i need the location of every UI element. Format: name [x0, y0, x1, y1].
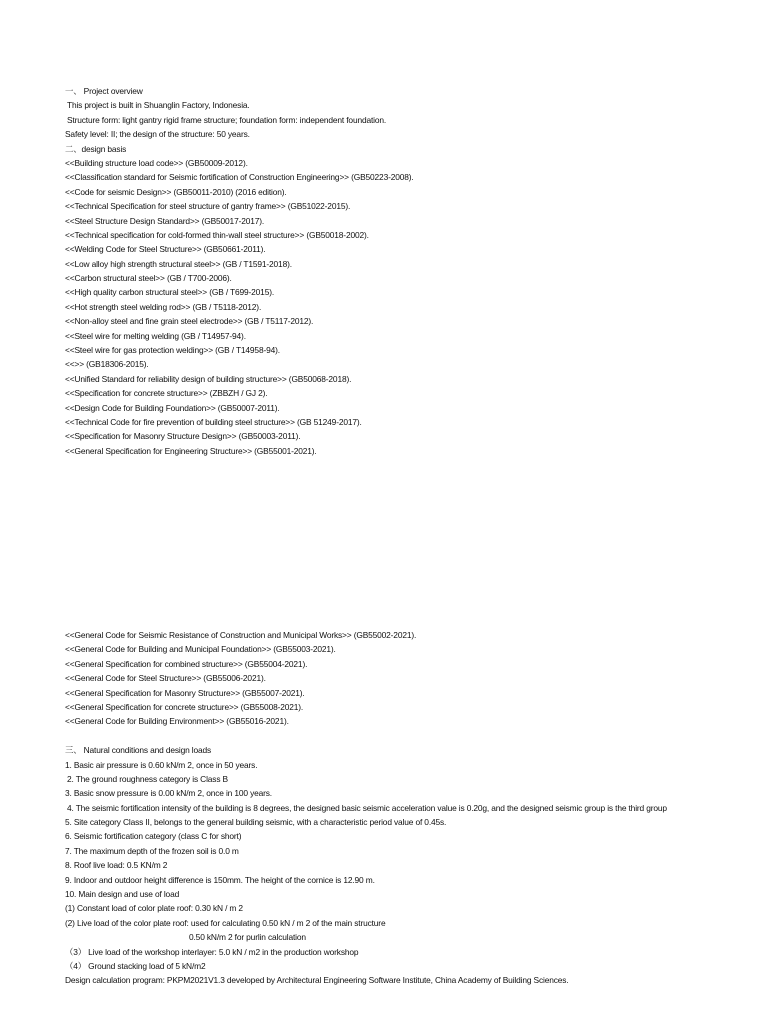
- standard-item: <<Welding Code for Steel Structure>> (GB50661-2011).: [65, 244, 266, 255]
- standard-item: <<Steel Structure Design Standard>> (GB50017-2017).: [65, 215, 265, 226]
- condition-item: 1. Basic air pressure is 0.60 kN/m 2, once in 50 years.: [65, 759, 258, 770]
- standard-item: <<General Specification for Engineering Structure>> (GB55001-2021).: [65, 445, 317, 456]
- section-heading-natural-conditions: 三、 Natural conditions and design loads: [65, 745, 212, 756]
- document-top-section: [65, 84, 745, 458]
- standard-item: <<High quality carbon structural steel>> (GB / T699-2015).: [65, 287, 275, 298]
- standard-item: <<Technical Code for fire prevention of building steel structure>> (GB 51249-2017).: [65, 416, 362, 427]
- standard-item: <<>> (GB18306-2015).: [65, 359, 149, 370]
- section-heading-project-overview: 一、 Project overview: [65, 86, 143, 96]
- standard-item: <<Unified Standard for reliability design of building structure>> (GB50068-2018).: [65, 373, 352, 384]
- standard-item: <<Hot strength steel welding rod>> (GB / T5118-2012).: [65, 301, 262, 312]
- general-code-item: <<General Specification for Masonry Structure>> (GB55007-2021).: [65, 687, 305, 698]
- condition-item: 6. Seismic fortification category (class C for short): [65, 831, 242, 842]
- purlin-calculation-line: 0.50 kN/m 2 for purlin calculation: [189, 932, 306, 943]
- condition-item: 3. Basic snow pressure is 0.00 kN/m 2, once in 100 years.: [65, 788, 272, 799]
- standard-item: <<Steel wire for gas protection welding>> (GB / T14958-94).: [65, 345, 280, 356]
- general-code-item: <<General Code for Steel Structure>> (GB55006-2021).: [65, 673, 266, 684]
- standard-item: <<Non-alloy steel and fine grain steel electrode>> (GB / T5117-2012).: [65, 316, 314, 327]
- condition-item: (2) Live load of the color plate roof: used for calculating 0.50 kN / m 2 of the main structure: [65, 917, 386, 928]
- standard-item: <<Technical specification for cold-formed thin-wall steel structure>> (GB50018-2002).: [65, 229, 369, 240]
- condition-item: 4. The seismic fortification intensity of the building is 8 degrees, the designed basic seismic acceleration value is 0.20g, and the designed seismic group is the third group: [67, 802, 667, 813]
- standard-item: <<Low alloy high strength structural steel>> (GB / T1591-2018).: [65, 258, 292, 269]
- condition-item: 2. The ground roughness category is Class B: [67, 773, 228, 784]
- section-heading-design-basis: 二、design basis: [65, 143, 127, 154]
- condition-item: (1) Constant load of color plate roof: 0.30 kN / m 2: [65, 903, 243, 914]
- document-bottom-section: [65, 628, 745, 988]
- blank-line: [65, 729, 745, 743]
- condition-item: （3） Live load of the workshop interlayer: 5.0 kN / m2 in the production workshop: [65, 946, 359, 957]
- condition-item: 8. Roof live load: 0.5 KN/m 2: [65, 860, 168, 871]
- condition-item: （4） Ground stacking load of 5 kN/m2: [65, 961, 206, 971]
- general-code-item: <<General Code for Building and Municipal Foundation>> (GB55003-2021).: [65, 644, 336, 655]
- standard-item: <<Carbon structural steel>> (GB / T700-2006).: [65, 273, 232, 284]
- design-program-line: Design calculation program: PKPM2021V1.3 developed by Architectural Engineering Software Institute, China Academy of Building Sciences.: [65, 975, 569, 986]
- standard-item: <<Classification standard for Seismic fortification of Construction Engineering>> (GB50223-2008).: [65, 172, 414, 183]
- standard-item: <<Design Code for Building Foundation>> (GB50007-2011).: [65, 402, 280, 413]
- standard-item: <<Code for seismic Design>> (GB50011-2010) (2016 edition).: [65, 186, 287, 197]
- standard-item: <<Building structure load code>> (GB50009-2012).: [65, 157, 248, 168]
- standard-item: <<Specification for Masonry Structure Design>> (GB50003-2011).: [65, 431, 301, 442]
- standard-item: <<Steel wire for melting welding (GB / T14957-94).: [65, 330, 246, 341]
- condition-item: 10. Main design and use of load: [65, 889, 180, 900]
- text-line: This project is built in Shuanglin Factory, Indonesia.: [67, 100, 250, 111]
- condition-item: 7. The maximum depth of the frozen soil is 0.0 m: [65, 845, 239, 856]
- general-code-item: <<General Specification for combined structure>> (GB55004-2021).: [65, 658, 308, 669]
- general-code-item: <<General Specification for concrete structure>> (GB55008-2021).: [65, 701, 304, 712]
- standard-item: <<Specification for concrete structure>> (ZBBZH / GJ 2).: [65, 388, 268, 399]
- general-code-item: <<General Code for Seismic Resistance of Construction and Municipal Works>> (GB55002-2021).: [65, 630, 417, 640]
- general-code-item: <<General Code for Building Environment>> (GB55016-2021).: [65, 716, 289, 727]
- condition-item: 5. Site category Class II, belongs to the general building seismic, with a characteristic period value of 0.45s.: [65, 817, 447, 828]
- condition-item: 9. Indoor and outdoor height difference is 150mm. The height of the cornice is 12.90 m.: [65, 874, 375, 885]
- text-line: Structure form: light gantry rigid frame structure; foundation form: independent foundation.: [67, 114, 387, 125]
- text-line: Safety level: II; the design of the structure: 50 years.: [65, 129, 250, 140]
- standard-item: <<Technical Specification for steel structure of gantry frame>> (GB51022-2015).: [65, 201, 351, 212]
